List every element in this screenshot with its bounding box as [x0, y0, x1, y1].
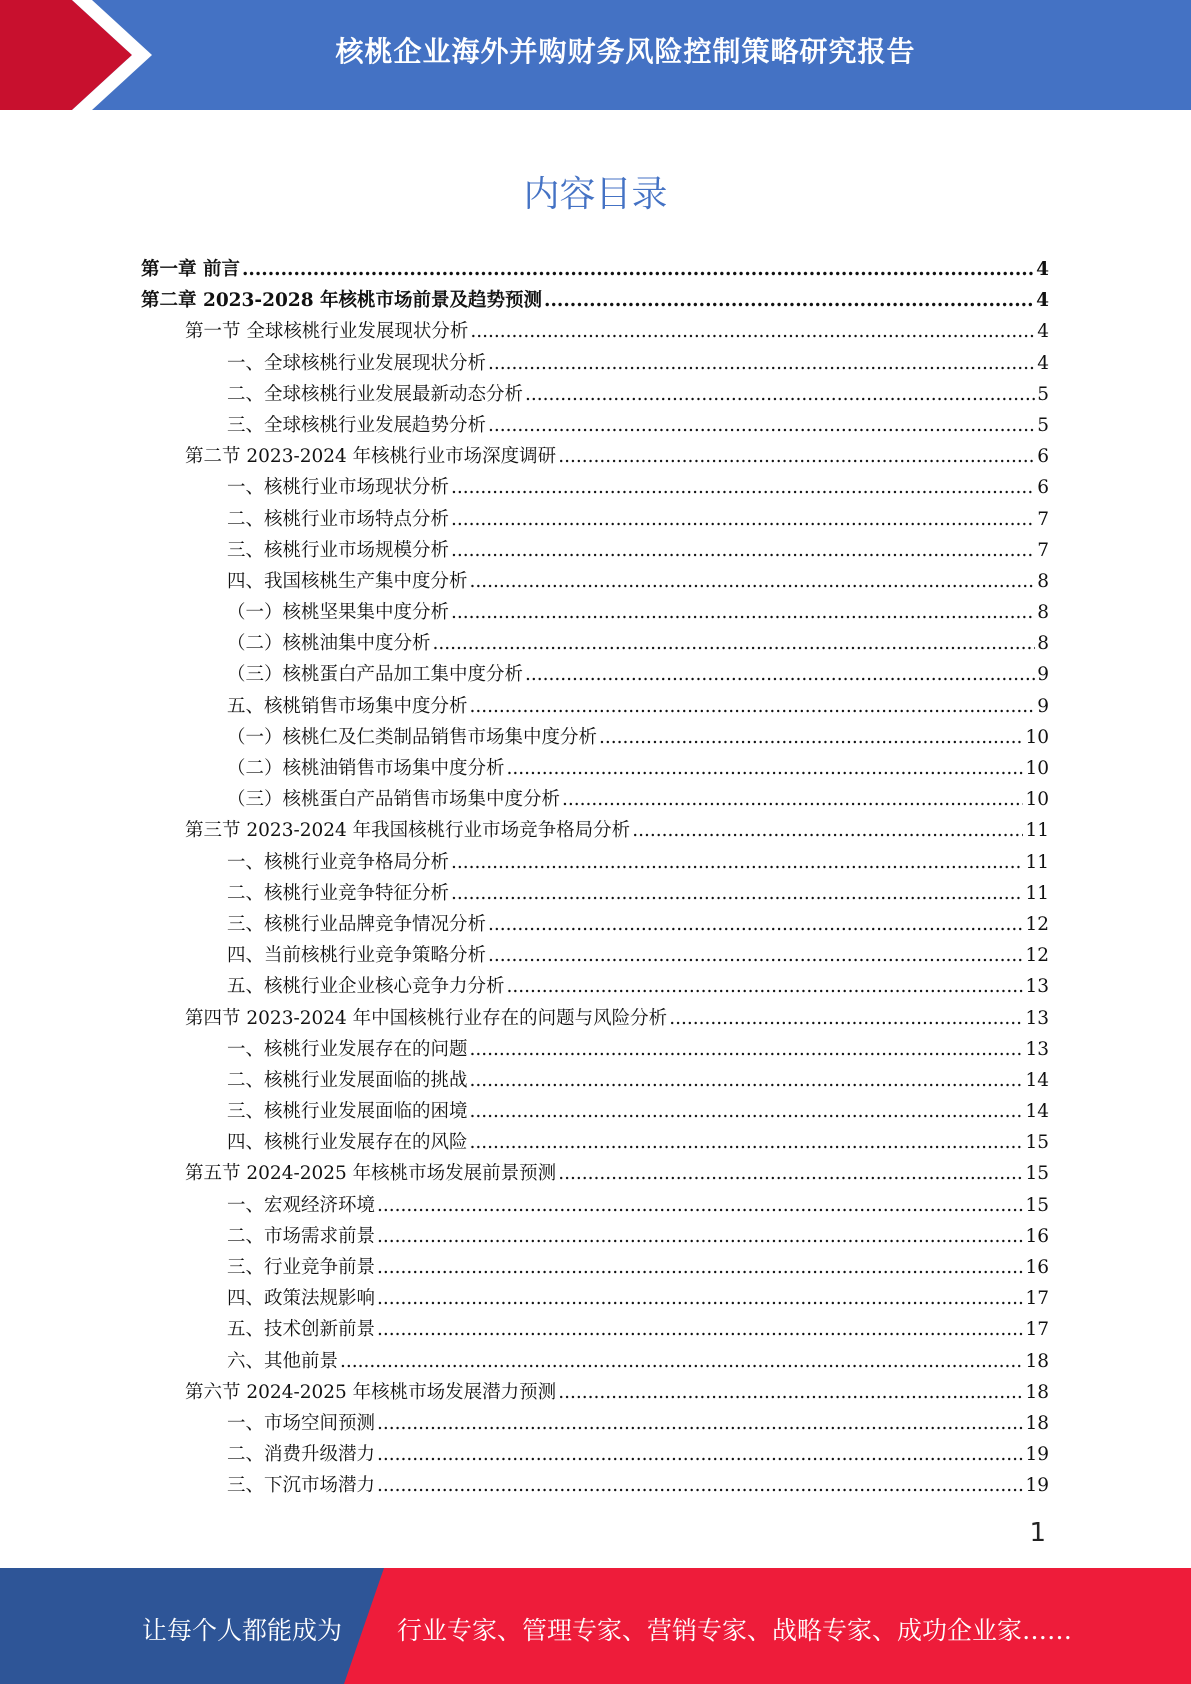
- toc-leader-dots: [377, 1439, 1023, 1470]
- toc-entry-page: 10: [1025, 758, 1049, 779]
- toc-entry[interactable]: [141, 753, 1049, 784]
- toc-leader-dots: [470, 316, 1035, 347]
- toc-entry-page: 4: [1037, 321, 1049, 343]
- toc-entry-page: 19: [1025, 1475, 1049, 1497]
- toc-entry[interactable]: [141, 1158, 1049, 1189]
- toc-entry-title: 第二章 2023-2028 年核桃市场前景及趋势预测: [141, 290, 543, 312]
- toc-entry-page: 6: [1037, 477, 1049, 499]
- toc-leader-dots: [558, 1377, 1023, 1408]
- toc-entry-title: （三）核桃蛋白产品加工集中度分析: [227, 664, 524, 686]
- toc-entry-page: 14: [1025, 1101, 1049, 1123]
- footer-slogan-right: 行业专家、管理专家、营销专家、战略专家、成功企业家……: [397, 1616, 1073, 1645]
- toc-entry-title: 四、我国核桃生产集中度分析: [227, 570, 468, 592]
- toc-entry-page: 18: [1025, 1381, 1049, 1403]
- toc-entry[interactable]: [141, 1003, 1049, 1034]
- toc-entry-title: （三）核桃蛋白产品销售市场集中度分析: [227, 789, 561, 811]
- toc-entry-page: 4: [1036, 290, 1049, 312]
- toc-entry-title: 三、行业竞争前景: [227, 1257, 376, 1278]
- toc-entry-page: 11: [1025, 851, 1049, 873]
- toc-entry[interactable]: [141, 566, 1049, 597]
- toc-entry[interactable]: [141, 1346, 1049, 1377]
- toc-entry[interactable]: [141, 1377, 1049, 1408]
- toc-leader-dots: [451, 878, 1023, 909]
- toc-leader-dots: [451, 535, 1035, 566]
- toc-entry[interactable]: [141, 1034, 1049, 1065]
- toc-entry-page: 10: [1025, 789, 1049, 811]
- toc-entry[interactable]: [141, 628, 1049, 659]
- toc-leader-dots: [451, 847, 1023, 878]
- toc-heading: 内容目录: [523, 174, 668, 215]
- toc-entry-title: 二、核桃行业市场特点分析: [227, 508, 450, 530]
- toc-entry-title: 三、核桃行业发展面临的困境: [227, 1101, 468, 1123]
- toc-entry-title: 四、核桃行业发展存在的风险: [227, 1132, 468, 1154]
- toc-entry[interactable]: [141, 784, 1049, 815]
- toc-entry-title: 二、全球核桃行业发展最新动态分析: [227, 383, 524, 405]
- toc-leader-dots: [525, 659, 1035, 690]
- toc-entry-title: 第四节 2023-2024 年中国核桃行业存在的问题与风险分析: [185, 1007, 668, 1029]
- toc-entry[interactable]: [141, 1470, 1049, 1501]
- toc-entry-title: 一、市场空间预测: [227, 1412, 376, 1434]
- toc-entry-page: 13: [1025, 1038, 1049, 1060]
- toc-entry[interactable]: [141, 940, 1049, 971]
- toc-leader-dots: [451, 504, 1035, 535]
- toc-entry-title: 第三节 2023-2024 年我国核桃行业市场竞争格局分析: [185, 820, 631, 842]
- toc-leader-dots: [433, 628, 1036, 659]
- toc-entry-title: 二、市场需求前景: [227, 1225, 376, 1247]
- toc-entry-page: 8: [1037, 570, 1049, 592]
- toc-leader-dots: [488, 940, 1023, 971]
- toc-entry-title: （二）核桃油集中度分析: [227, 633, 431, 655]
- toc-leader-dots: [544, 285, 1034, 316]
- toc-leader-dots: [451, 472, 1035, 503]
- toc-leader-dots: [488, 909, 1023, 940]
- toc-leader-dots: [507, 753, 1024, 784]
- toc-entry-title: 第一节 全球核桃行业发展现状分析: [185, 321, 469, 343]
- toc-leader-dots: [558, 441, 1035, 472]
- toc-entry[interactable]: [141, 348, 1049, 379]
- toc-entry-title: 四、政策法规影响: [227, 1288, 376, 1310]
- toc-entry[interactable]: [141, 379, 1049, 410]
- toc-entry-page: 18: [1025, 1350, 1049, 1372]
- toc-entry-title: 一、宏观经济环境: [227, 1194, 376, 1216]
- toc-entry-page: 7: [1037, 508, 1049, 530]
- toc-entry[interactable]: [141, 1283, 1049, 1314]
- toc-entry-page: 7: [1037, 539, 1049, 561]
- toc-leader-dots: [488, 348, 1035, 379]
- toc-entry[interactable]: [141, 254, 1049, 285]
- toc-entry[interactable]: [141, 909, 1049, 940]
- toc-leader-dots: [377, 1470, 1023, 1501]
- toc-entry[interactable]: [141, 1127, 1049, 1158]
- toc-entry[interactable]: [141, 535, 1049, 566]
- toc-entry-page: 10: [1025, 726, 1049, 748]
- toc-entry[interactable]: [141, 691, 1049, 722]
- toc-entry[interactable]: [141, 971, 1049, 1002]
- toc-leader-dots: [377, 1314, 1023, 1345]
- toc-leader-dots: [470, 566, 1036, 597]
- page-footer: [0, 1568, 1191, 1684]
- toc-entry-title: 六、其他前景: [227, 1350, 339, 1372]
- toc-entry-page: 9: [1037, 664, 1049, 686]
- toc-entry-title: 三、下沉市场潜力: [227, 1475, 376, 1497]
- toc-entry[interactable]: [141, 1221, 1049, 1252]
- toc-leader-dots: [377, 1221, 1023, 1252]
- toc-entry-page: 18: [1025, 1412, 1049, 1434]
- toc-entry-title: 二、核桃行业竞争特征分析: [227, 882, 450, 904]
- toc-entry[interactable]: [141, 316, 1049, 347]
- toc-entry-title: （二）核桃油销售市场集中度分析: [227, 758, 505, 779]
- toc-entry-title: 五、核桃销售市场集中度分析: [227, 695, 468, 717]
- toc-entry[interactable]: [141, 285, 1049, 316]
- toc-entry-title: 第二节 2023-2024 年核桃行业市场深度调研: [185, 446, 557, 468]
- toc-entry-page: 13: [1025, 976, 1049, 998]
- toc-entry[interactable]: [141, 410, 1049, 441]
- toc-leader-dots: [377, 1252, 1023, 1283]
- document-title: 核桃企业海外并购财务风险控制策略研究报告: [335, 35, 916, 68]
- toc-entry-title: （一）核桃仁及仁类制品销售市场集中度分析: [227, 726, 598, 748]
- toc-entry[interactable]: [141, 878, 1049, 909]
- toc-entry-page: 13: [1025, 1007, 1049, 1029]
- toc-entry-page: 16: [1025, 1257, 1049, 1278]
- toc-entry-page: 9: [1037, 695, 1049, 717]
- toc-entry[interactable]: [141, 441, 1049, 472]
- toc-entry[interactable]: [141, 815, 1049, 846]
- toc-leader-dots: [632, 815, 1023, 846]
- toc-entry-title: 二、消费升级潜力: [227, 1444, 376, 1466]
- toc-entry[interactable]: [141, 1439, 1049, 1470]
- toc-leader-dots: [562, 784, 1023, 815]
- toc-entry[interactable]: [141, 847, 1049, 878]
- footer-slogan-left: 让每个人都能成为: [142, 1616, 343, 1645]
- toc-entry-page: 4: [1037, 352, 1049, 374]
- toc-entry-title: 第五节 2024-2025 年核桃市场发展前景预测: [185, 1163, 557, 1185]
- toc-entry-title: 二、核桃行业发展面临的挑战: [227, 1069, 468, 1091]
- toc-entry[interactable]: [141, 472, 1049, 503]
- toc-entry-page: 5: [1037, 383, 1049, 405]
- toc-entry-title: 一、核桃行业竞争格局分析: [227, 851, 450, 873]
- toc-entry-page: 15: [1025, 1163, 1049, 1185]
- toc-leader-dots: [242, 254, 1034, 285]
- page-header: [0, 0, 1191, 110]
- toc-entry-page: 17: [1025, 1288, 1049, 1310]
- toc-entry-page: 8: [1037, 602, 1049, 624]
- toc-entry[interactable]: [141, 1190, 1049, 1221]
- toc-leader-dots: [470, 1096, 1024, 1127]
- toc-entry-title: 三、全球核桃行业发展趋势分析: [227, 414, 487, 436]
- toc-entry-title: 五、技术创新前景: [227, 1319, 376, 1341]
- toc-entry-title: 一、全球核桃行业发展现状分析: [227, 352, 487, 374]
- toc-entry-title: 一、核桃行业发展存在的问题: [227, 1038, 468, 1060]
- toc-leader-dots: [507, 971, 1024, 1002]
- toc-leader-dots: [451, 597, 1035, 628]
- toc-entry-page: 19: [1025, 1444, 1049, 1466]
- toc-entry[interactable]: [141, 659, 1049, 690]
- toc-entry-title: 四、当前核桃行业竞争策略分析: [227, 945, 487, 967]
- toc-entry[interactable]: [141, 722, 1049, 753]
- toc-leader-dots: [470, 1034, 1024, 1065]
- toc-entry-page: 4: [1036, 259, 1049, 280]
- toc-entry-page: 11: [1025, 882, 1049, 904]
- toc-entry-page: 15: [1025, 1194, 1049, 1216]
- page-number: 1: [1029, 1518, 1046, 1548]
- toc-entry-title: 第六节 2024-2025 年核桃市场发展潜力预测: [185, 1381, 557, 1403]
- toc-entry-page: 16: [1025, 1225, 1049, 1247]
- toc-entry-title: 一、核桃行业市场现状分析: [227, 477, 450, 499]
- toc-entry-title: （一）核桃坚果集中度分析: [227, 602, 450, 624]
- toc-entry[interactable]: [141, 1408, 1049, 1439]
- toc-entry-page: 17: [1025, 1319, 1049, 1341]
- toc-entry-title: 第一章 前言: [141, 259, 240, 280]
- toc-entry-page: 5: [1037, 414, 1049, 436]
- toc-leader-dots: [599, 722, 1023, 753]
- toc-entry-page: 12: [1025, 945, 1049, 967]
- toc-entry-page: 14: [1025, 1069, 1049, 1091]
- toc-entry-page: 8: [1037, 633, 1049, 655]
- toc-entry-title: 五、核桃行业企业核心竞争力分析: [227, 976, 505, 998]
- toc-leader-dots: [470, 1127, 1024, 1158]
- toc-entry[interactable]: [141, 504, 1049, 535]
- toc-entry-title: 三、核桃行业品牌竞争情况分析: [227, 913, 487, 935]
- toc-leader-dots: [470, 691, 1036, 722]
- toc-entry-page: 15: [1025, 1132, 1049, 1154]
- table-of-contents: [141, 254, 1049, 1502]
- toc-leader-dots: [377, 1283, 1023, 1314]
- toc-leader-dots: [488, 410, 1035, 441]
- toc-entry[interactable]: [141, 1314, 1049, 1345]
- toc-leader-dots: [525, 379, 1035, 410]
- toc-entry[interactable]: [141, 597, 1049, 628]
- toc-leader-dots: [377, 1408, 1023, 1439]
- toc-leader-dots: [340, 1346, 1023, 1377]
- toc-entry-page: 6: [1037, 446, 1049, 468]
- toc-entry[interactable]: [141, 1065, 1049, 1096]
- toc-entry-page: 12: [1025, 913, 1049, 935]
- toc-leader-dots: [558, 1158, 1023, 1189]
- toc-leader-dots: [470, 1065, 1024, 1096]
- toc-entry-title: 三、核桃行业市场规模分析: [227, 539, 450, 561]
- toc-entry[interactable]: [141, 1096, 1049, 1127]
- toc-leader-dots: [377, 1190, 1023, 1221]
- toc-entry[interactable]: [141, 1252, 1049, 1283]
- toc-leader-dots: [669, 1003, 1023, 1034]
- toc-entry-page: 11: [1025, 820, 1049, 842]
